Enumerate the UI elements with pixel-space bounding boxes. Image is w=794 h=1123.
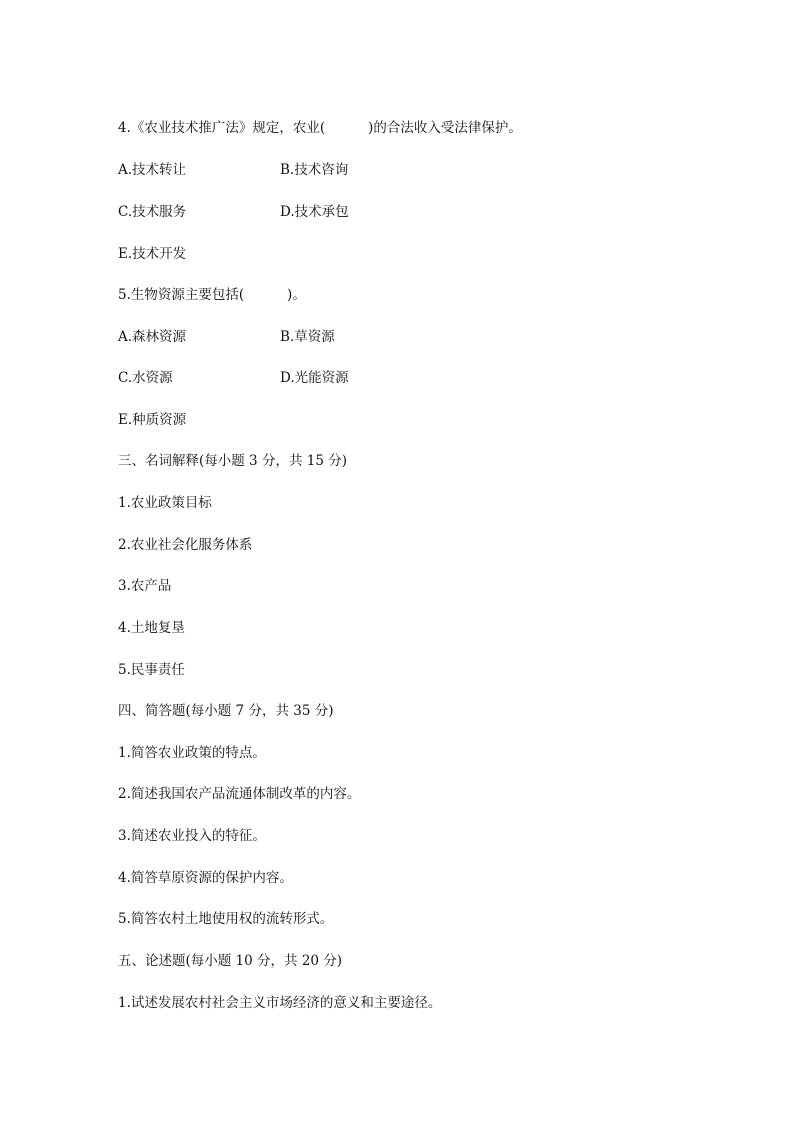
section-5-item-1: 1.试述发展农村社会主义市场经济的意义和主要途径。	[118, 995, 442, 1011]
section-3-item-2: 2.农业社会化服务体系	[118, 537, 253, 553]
section-4-item-2: 2.简述我国农产品流通体制改革的内容。	[118, 786, 361, 802]
section-5-heading: 五、论述题(每小题 10 分，共 20 分)	[118, 953, 343, 969]
section-4-item-1: 1.简答农业政策的特点。	[118, 745, 266, 761]
section-4-item-5: 5.简答农村土地使用权的流转形式。	[118, 911, 334, 927]
section-4-heading: 四、简答题(每小题 7 分，共 35 分)	[118, 703, 334, 719]
question-4-stem: 4.《农业技术推广法》规定，农业( )的合法收入受法律保护。	[118, 120, 522, 136]
question-5-option-e: E.种质资源	[118, 412, 187, 428]
section-3-item-3: 3.农产品	[118, 578, 172, 594]
section-4-item-4: 4.简答草原资源的保护内容。	[118, 870, 293, 886]
question-5-option-b: B.草资源	[280, 329, 335, 345]
question-5-option-c: C.水资源	[118, 370, 173, 386]
question-4-option-c: C.技术服务	[118, 204, 187, 220]
section-4-item-3: 3.简述农业投入的特征。	[118, 828, 266, 844]
question-5-stem: 5.生物资源主要包括( )。	[118, 287, 306, 303]
section-3-heading: 三、名词解释(每小题 3 分，共 15 分)	[118, 453, 347, 469]
question-4-option-d: D.技术承包	[280, 204, 349, 220]
section-3-item-1: 1.农业政策目标	[118, 495, 212, 511]
question-4-option-a: A.技术转让	[118, 162, 187, 178]
section-3-item-4: 4.土地复垦	[118, 620, 185, 636]
question-4-option-b: B.技术咨询	[280, 162, 349, 178]
question-5-option-a: A.森林资源	[118, 329, 187, 345]
question-5-option-d: D.光能资源	[280, 370, 349, 386]
section-3-item-5: 5.民事责任	[118, 662, 185, 678]
question-4-option-e: E.技术开发	[118, 246, 187, 262]
